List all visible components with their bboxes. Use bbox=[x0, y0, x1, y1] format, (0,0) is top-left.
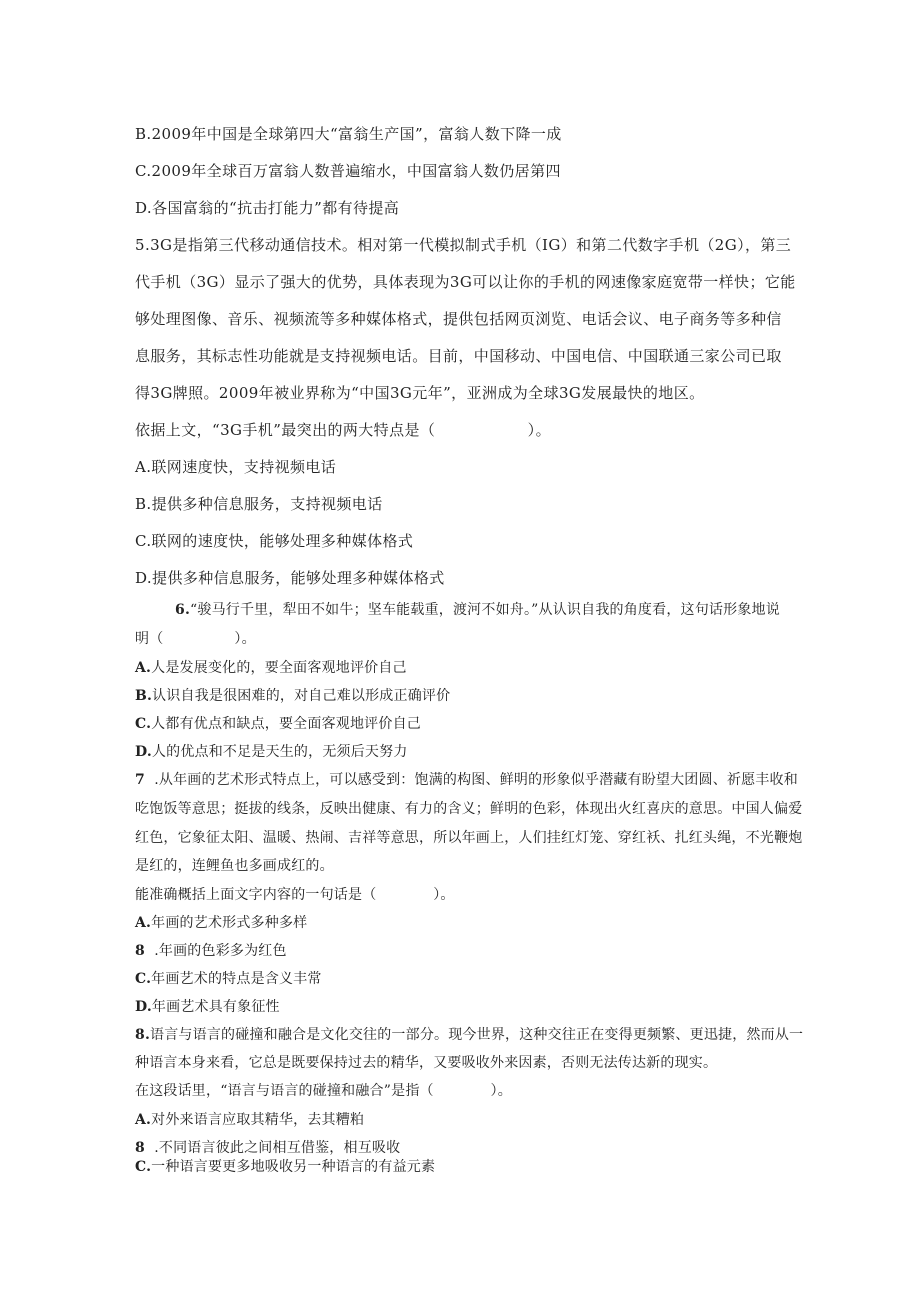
q5-passage-line: 够处理图像、音乐、视频流等多种媒体格式，提供包括网页浏览、电话会议、电子商务等多种信 bbox=[135, 310, 782, 328]
option-text: .年画的色彩多为红色 bbox=[144, 943, 287, 959]
option-label: D. bbox=[135, 744, 152, 760]
q7-option-a bbox=[135, 916, 307, 930]
q7-stem: 能准确概括上面文字内容的一句话是（ ）。 bbox=[135, 887, 455, 903]
option-label: C. bbox=[135, 1159, 152, 1175]
q7-option-d bbox=[135, 1000, 280, 1014]
option-text: 一种语言要更多地吸收另一种语言的有益元素 bbox=[151, 1159, 436, 1175]
q7-passage-line: 是红的，连鲤鱼也多画成红的。 bbox=[135, 858, 334, 874]
q8-option-b bbox=[135, 1141, 400, 1155]
q7-option-b bbox=[135, 944, 287, 958]
q6-number: 6. bbox=[175, 602, 191, 618]
q5-option-b: B.提供多种信息服务，支持视频电话 bbox=[135, 495, 383, 513]
q7-passage-text: .从年画的艺术形式特点上，可以感受到：饱满的构图、鲜明的形象似乎潜藏有盼望大团圆、祈愿丰收和 bbox=[144, 772, 798, 788]
q5-passage-line: 息服务，其标志性功能就是支持视频电话。目前，中国移动、中国电信、中国联通三家公司已取 bbox=[135, 347, 782, 365]
q5-option-c: C.联网的速度快，能够处理多种媒体格式 bbox=[135, 532, 414, 550]
option-label: C. bbox=[135, 971, 152, 987]
option-text: 认识自我是很困难的，对自己难以形成正确评价 bbox=[152, 688, 451, 704]
q6-option-a bbox=[135, 661, 407, 675]
option-text: 年画的艺术形式多种多样 bbox=[151, 915, 308, 931]
q5-passage-line: 得3G牌照。2009年被业界称为“中国3G元年”，亚洲成为全球3G发展最快的地区。 bbox=[135, 384, 705, 402]
q4-option-b: B.2009年中国是全球第四大“富翁生产国”，富翁人数下降一成 bbox=[135, 125, 562, 143]
q6-option-d bbox=[135, 745, 408, 759]
q8-number: 8. bbox=[135, 1027, 151, 1043]
q5-stem: 依据上文，“3G手机”最突出的两大特点是（ ）。 bbox=[135, 421, 551, 439]
option-label: A. bbox=[135, 660, 152, 676]
option-label: A. bbox=[135, 1112, 152, 1128]
option-text: 人的优点和不足是天生的，无须后天努力 bbox=[151, 744, 408, 760]
option-text: 年画艺术具有象征性 bbox=[151, 999, 280, 1015]
q6-stem-line1 bbox=[175, 603, 780, 617]
option-label: C. bbox=[135, 716, 152, 732]
q6-option-c bbox=[135, 717, 421, 731]
q7-passage-line1 bbox=[135, 773, 798, 787]
option-text: 人都有优点和缺点，要全面客观地评价自己 bbox=[151, 716, 421, 732]
q8-passage-text: 语言与语言的碰撞和融合是文化交往的一部分。现今世界，这种交往正在变得更频繁、更迅捷，然而从一 bbox=[150, 1027, 804, 1043]
q8-passage-line1 bbox=[135, 1028, 803, 1042]
q7-number: 7 bbox=[135, 772, 145, 788]
q4-option-c: C.2009年全球百万富翁人数普遍缩水，中国富翁人数仍居第四 bbox=[135, 162, 561, 180]
q8-option-a bbox=[135, 1113, 364, 1127]
q6-stem-text: “骏马行千里，犁田不如牛；坚车能载重，渡河不如舟。”从认识自我的角度看，这句话形象地说 bbox=[190, 602, 780, 618]
q4-option-d: D.各国富翁的“抗击打能力”都有待提高 bbox=[135, 199, 400, 217]
q7-passage-line: 红色，它象征太阳、温暖、热闹、吉祥等意思，所以年画上，人们挂红灯笼、穿红袄、扎红头绳，不光鞭炮 bbox=[135, 830, 803, 846]
q5-passage-line: 5.3G是指第三代移动通信技术。相对第一代模拟制式手机（IG）和第二代数字手机（2G），第三 bbox=[135, 236, 792, 254]
option-text: 年画艺术的特点是含义丰常 bbox=[151, 971, 322, 987]
option-label: D. bbox=[135, 999, 152, 1015]
q8-stem: 在这段话里，“语言与语言的碰撞和融合”是指（ ）。 bbox=[135, 1083, 512, 1099]
q7-passage-line: 吃饱饭等意思；挺拔的线条，反映出健康、有力的含义；鲜明的色彩，体现出火红喜庆的意思。中国人偏爱 bbox=[135, 801, 803, 817]
q6-option-b bbox=[135, 689, 450, 703]
option-text: .不同语言彼此之间相互借鉴，相互吸收 bbox=[144, 1140, 401, 1156]
option-label: A. bbox=[135, 915, 152, 931]
option-label: 8 bbox=[135, 943, 145, 959]
q8-option-c bbox=[135, 1160, 435, 1174]
option-text: 人是发展变化的，要全面客观地评价自己 bbox=[151, 660, 407, 676]
option-label: 8 bbox=[135, 1140, 145, 1156]
q6-stem-line2: 明（ ）。 bbox=[135, 631, 256, 647]
q7-option-c bbox=[135, 972, 322, 986]
option-label: B. bbox=[135, 688, 153, 704]
q5-option-d: D.提供多种信息服务，能够处理多种媒体格式 bbox=[135, 569, 445, 587]
q5-option-a: A.联网速度快，支持视频电话 bbox=[135, 458, 337, 476]
q5-passage-line: 代手机（3G）显示了强大的优势，具体表现为3G可以让你的手机的网速像家庭宽带一样快；它能 bbox=[135, 273, 796, 291]
option-text: 对外来语言应取其精华，去其糟粕 bbox=[151, 1112, 365, 1128]
q8-passage-line2: 种语言本身来看，它总是既要保持过去的精华，又要吸收外来因素，否则无法传达新的现实。 bbox=[135, 1055, 718, 1071]
